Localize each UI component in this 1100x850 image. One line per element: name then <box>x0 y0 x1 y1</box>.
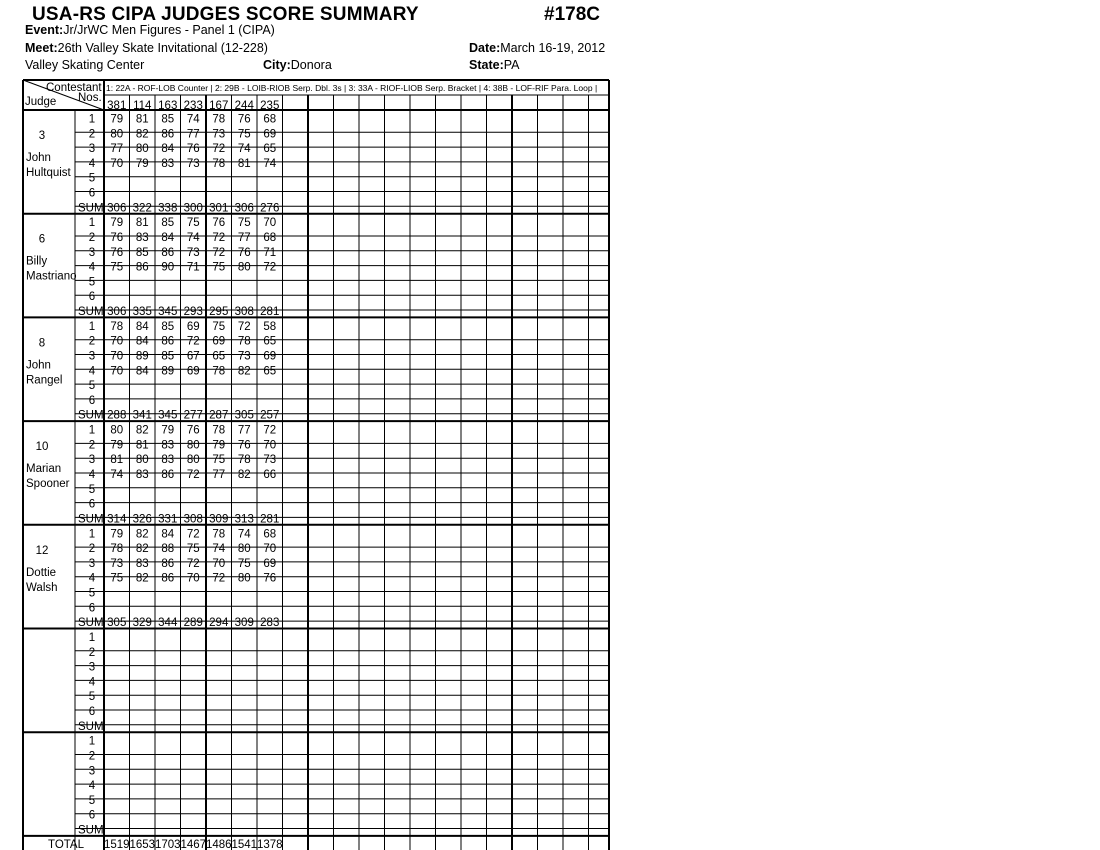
row-number: 3 <box>88 765 96 778</box>
score-cell: 68 <box>263 528 277 541</box>
score-cell: 70 <box>110 335 124 348</box>
score-cell: 75 <box>110 261 124 274</box>
sum-cell: 281 <box>260 306 280 318</box>
score-cell: 74 <box>110 469 124 481</box>
sum-cell: 294 <box>209 617 229 630</box>
score-cell: 69 <box>263 350 277 363</box>
venue: Valley Skating Center <box>25 58 145 72</box>
score-cell: 72 <box>186 557 200 570</box>
sum-cell: 345 <box>158 306 178 318</box>
score-cell: 69 <box>212 335 226 348</box>
score-cell: 76 <box>237 113 251 126</box>
score-cell: 76 <box>237 439 251 452</box>
score-cell: 86 <box>161 128 175 141</box>
judge-number: 8 <box>38 337 46 350</box>
sum-label: SUM <box>78 409 104 422</box>
score-cell: 81 <box>135 113 149 126</box>
score-cell: 72 <box>263 424 277 437</box>
score-cell: 65 <box>263 335 277 348</box>
score-cell: 82 <box>237 365 251 378</box>
score-cell: 70 <box>110 350 124 363</box>
score-cell: 75 <box>212 320 226 333</box>
score-cell: 80 <box>110 128 124 141</box>
sum-cell: 326 <box>132 513 152 526</box>
city-label: City: <box>263 58 291 72</box>
score-cell: 80 <box>237 543 251 556</box>
score-cell: 69 <box>263 128 277 141</box>
score-cell: 73 <box>186 246 200 259</box>
score-cell: 81 <box>110 454 124 467</box>
score-cell: 72 <box>212 232 226 244</box>
score-cell: 58 <box>263 320 277 333</box>
row-number: 3 <box>88 350 96 363</box>
judge-first-name: John <box>26 152 51 164</box>
row-number: 2 <box>88 232 96 244</box>
row-number: 2 <box>88 335 96 348</box>
sum-label: SUM <box>78 824 104 837</box>
score-cell: 79 <box>135 157 149 170</box>
score-cell: 70 <box>186 572 200 585</box>
sum-cell: 295 <box>209 306 229 318</box>
score-cell: 80 <box>237 572 251 585</box>
score-cell: 65 <box>263 143 277 156</box>
total-cell: 1378 <box>256 839 283 850</box>
row-number: 4 <box>88 469 96 481</box>
score-cell: 84 <box>161 143 175 156</box>
score-cell: 86 <box>161 246 175 259</box>
contestant-number: 244 <box>234 100 254 112</box>
score-cell: 81 <box>237 157 251 170</box>
sum-cell: 276 <box>260 202 280 215</box>
score-cell: 80 <box>186 454 200 467</box>
sum-cell: 322 <box>132 202 152 215</box>
score-cell: 77 <box>212 469 226 481</box>
sum-cell: 305 <box>234 409 254 422</box>
total-cell: 1467 <box>180 839 207 850</box>
score-cell: 88 <box>161 543 175 556</box>
row-number: 4 <box>88 572 96 585</box>
score-cell: 75 <box>237 557 251 570</box>
score-cell: 84 <box>161 232 175 244</box>
row-number: 6 <box>88 706 96 718</box>
sum-cell: 341 <box>132 409 152 422</box>
sum-cell: 308 <box>183 513 203 526</box>
score-cell: 86 <box>161 335 175 348</box>
score-cell: 83 <box>135 557 149 570</box>
score-cell: 74 <box>263 157 277 170</box>
meet-label: Meet: <box>25 41 58 55</box>
score-cell: 76 <box>186 424 200 437</box>
sum-cell: 289 <box>183 617 203 630</box>
sum-cell: 300 <box>183 202 203 215</box>
score-cell: 70 <box>263 543 277 556</box>
score-cell: 70 <box>110 365 124 378</box>
score-cell: 78 <box>212 365 226 378</box>
score-cell: 78 <box>237 454 251 467</box>
score-cell: 70 <box>263 439 277 452</box>
sum-cell: 308 <box>234 306 254 318</box>
row-number: 3 <box>88 661 96 674</box>
row-number: 2 <box>88 128 96 141</box>
score-cell: 83 <box>135 469 149 481</box>
contestant-number: 114 <box>133 100 152 112</box>
row-number: 6 <box>88 394 96 407</box>
score-cell: 82 <box>135 572 149 585</box>
score-cell: 75 <box>237 128 251 141</box>
row-number: 5 <box>88 794 96 807</box>
score-cell: 78 <box>110 543 124 556</box>
score-cell: 77 <box>237 424 251 437</box>
judge-last-name: Mastriano <box>26 270 77 283</box>
score-cell: 78 <box>212 424 226 437</box>
sum-cell: 283 <box>260 617 280 630</box>
row-number: 1 <box>88 528 96 541</box>
score-cell: 76 <box>110 246 124 259</box>
judge-last-name: Spooner <box>26 478 70 491</box>
row-number: 6 <box>88 291 96 304</box>
score-cell: 79 <box>161 424 175 437</box>
score-cell: 72 <box>237 320 251 333</box>
sum-cell: 309 <box>209 513 229 526</box>
score-cell: 78 <box>237 335 251 348</box>
row-number: 1 <box>88 320 96 333</box>
score-cell: 82 <box>135 528 149 541</box>
judge-last-name: Hultquist <box>26 167 71 179</box>
score-cell: 77 <box>237 232 251 244</box>
score-cell: 83 <box>135 232 149 244</box>
figures-legend: 1: 22A - ROF-LOB Counter | 2: 29B - LOIB-RIOB Serp. Dbl. 3s | 3: 33A - RIOF-LIOB Serp. Bracket | 4: 38B - LOF-RIF Para. Loop | <box>106 83 598 93</box>
score-cell: 72 <box>186 335 200 348</box>
sum-cell: 335 <box>132 306 152 318</box>
row-number: 3 <box>88 557 96 570</box>
date-value: March 16-19, 2012 <box>500 41 606 55</box>
score-cell: 85 <box>161 350 175 363</box>
score-cell: 86 <box>161 557 175 570</box>
contestant-number: 163 <box>158 100 178 112</box>
score-cell: 75 <box>212 261 226 274</box>
score-cell: 70 <box>263 217 277 230</box>
row-number: 2 <box>88 543 96 556</box>
score-cell: 84 <box>135 320 149 333</box>
score-cell: 83 <box>161 157 175 170</box>
score-cell: 76 <box>110 232 124 244</box>
score-cell: 75 <box>212 454 226 467</box>
sum-label: SUM <box>78 720 104 733</box>
total-cell: 1486 <box>205 839 232 850</box>
row-number: 4 <box>88 676 96 689</box>
score-cell: 72 <box>186 469 200 481</box>
score-cell: 65 <box>263 365 277 378</box>
score-cell: 68 <box>263 232 277 244</box>
score-cell: 73 <box>263 454 277 467</box>
row-number: 5 <box>88 483 96 496</box>
event-label: Event: <box>25 23 64 37</box>
sum-cell: 277 <box>183 409 203 422</box>
score-cell: 73 <box>186 157 200 170</box>
score-cell: 80 <box>186 439 200 452</box>
score-cell: 71 <box>263 246 277 259</box>
sum-cell: 306 <box>107 202 127 215</box>
judge-last-name: Walsh <box>26 581 58 594</box>
row-number: 4 <box>88 261 96 274</box>
sum-label: SUM <box>78 306 104 318</box>
row-number: 2 <box>88 750 96 763</box>
score-cell: 73 <box>237 350 251 363</box>
score-cell: 69 <box>186 320 200 333</box>
contestant-number: 235 <box>260 100 280 112</box>
score-cell: 90 <box>161 261 175 274</box>
score-cell: 79 <box>110 439 124 452</box>
score-cell: 72 <box>212 572 226 585</box>
date-label: Date: <box>469 41 501 55</box>
score-cell: 74 <box>212 543 226 556</box>
row-number: 6 <box>88 498 96 511</box>
row-number: 3 <box>88 143 96 156</box>
score-cell: 72 <box>263 261 277 274</box>
score-cell: 76 <box>186 143 200 156</box>
sum-cell: 301 <box>209 202 229 215</box>
score-cell: 65 <box>212 350 226 363</box>
contestant-label: Contestant <box>46 82 102 94</box>
score-cell: 85 <box>161 217 175 230</box>
document-number: #178C <box>544 4 600 25</box>
score-cell: 82 <box>135 424 149 437</box>
judge-first-name: Dottie <box>26 566 57 579</box>
row-number: 5 <box>88 587 96 600</box>
score-cell: 89 <box>161 365 175 378</box>
event-value: Jr/JrWC Men Figures - Panel 1 (CIPA) <box>63 23 275 37</box>
judge-first-name: John <box>26 359 51 372</box>
score-cell: 70 <box>110 157 124 170</box>
score-cell: 75 <box>186 217 200 230</box>
total-cell: 1519 <box>103 839 130 850</box>
sum-cell: 257 <box>260 409 280 422</box>
score-cell: 80 <box>110 424 124 437</box>
total-cell: 1541 <box>231 839 258 850</box>
sum-cell: 314 <box>107 513 127 526</box>
sum-cell: 344 <box>158 617 178 630</box>
score-cell: 82 <box>135 543 149 556</box>
city-value: Donora <box>290 58 332 72</box>
judge-last-name: Rangel <box>26 374 63 387</box>
score-cell: 81 <box>135 439 149 452</box>
sum-cell: 313 <box>234 513 254 526</box>
score-cell: 76 <box>212 217 226 230</box>
row-number: 4 <box>88 365 96 378</box>
judge-first-name: Marian <box>26 463 62 476</box>
row-number: 5 <box>88 276 96 289</box>
row-number: 5 <box>88 691 96 704</box>
sum-cell: 329 <box>132 617 152 630</box>
row-number: 4 <box>88 157 96 170</box>
sum-cell: 305 <box>107 617 127 630</box>
row-number: 3 <box>88 454 96 467</box>
score-cell: 78 <box>212 113 226 126</box>
meet-value: 26th Valley Skate Invitational (12-228) <box>57 41 268 55</box>
score-cell: 75 <box>110 572 124 585</box>
sum-cell: 293 <box>183 306 203 318</box>
sum-label: SUM <box>78 202 104 215</box>
score-cell: 72 <box>212 246 226 259</box>
score-cell: 79 <box>212 439 226 452</box>
state-value: PA <box>503 58 520 72</box>
score-cell: 85 <box>161 320 175 333</box>
score-cell: 80 <box>135 143 149 156</box>
score-cell: 78 <box>212 157 226 170</box>
row-number: 2 <box>88 646 96 659</box>
row-number: 5 <box>88 172 96 185</box>
judge-number: 6 <box>38 233 46 246</box>
row-number: 1 <box>88 735 96 748</box>
sum-cell: 281 <box>260 513 280 526</box>
sum-cell: 309 <box>234 617 254 630</box>
sum-cell: 306 <box>234 202 254 215</box>
sum-cell: 306 <box>107 306 127 318</box>
row-number: 6 <box>88 602 96 615</box>
score-cell: 72 <box>212 143 226 156</box>
contestant-number: 381 <box>107 100 127 112</box>
score-cell: 83 <box>161 439 175 452</box>
score-cell: 82 <box>237 469 251 481</box>
score-cell: 85 <box>161 113 175 126</box>
row-number: 1 <box>88 424 96 437</box>
document-title: USA-RS CIPA JUDGES SCORE SUMMARY <box>32 4 419 25</box>
sum-cell: 331 <box>158 513 178 526</box>
score-cell: 76 <box>263 572 277 585</box>
score-cell: 76 <box>237 246 251 259</box>
score-cell: 78 <box>212 528 226 541</box>
score-cell: 81 <box>135 217 149 230</box>
score-cell: 79 <box>110 113 124 126</box>
score-cell: 78 <box>110 320 124 333</box>
sum-cell: 287 <box>209 409 229 422</box>
contestant-number: 167 <box>209 100 229 112</box>
score-cell: 84 <box>135 365 149 378</box>
score-cell: 69 <box>186 365 200 378</box>
score-cell: 84 <box>161 528 175 541</box>
score-cell: 80 <box>135 454 149 467</box>
score-cell: 77 <box>186 128 200 141</box>
sum-label: SUM <box>78 513 104 526</box>
total-cell: 1703 <box>154 839 181 850</box>
score-cell: 68 <box>263 113 277 126</box>
score-cell: 74 <box>237 528 251 541</box>
score-cell: 75 <box>186 543 200 556</box>
score-cell: 74 <box>237 143 251 156</box>
score-cell: 70 <box>212 557 226 570</box>
row-number: 1 <box>88 217 96 230</box>
row-number: 5 <box>88 380 96 393</box>
sum-cell: 288 <box>107 409 127 422</box>
score-cell: 79 <box>110 217 124 230</box>
state-label: State: <box>469 58 504 72</box>
score-cell: 83 <box>161 454 175 467</box>
row-number: 1 <box>88 113 96 126</box>
row-number: 2 <box>88 439 96 452</box>
score-cell: 82 <box>135 128 149 141</box>
total-label: TOTAL <box>48 839 84 850</box>
row-number: 1 <box>88 632 96 644</box>
contestant-number: 233 <box>183 100 203 112</box>
score-cell: 73 <box>212 128 226 141</box>
score-cell: 77 <box>110 143 124 156</box>
score-cell: 75 <box>237 217 251 230</box>
score-cell: 86 <box>135 261 149 274</box>
total-cell: 1653 <box>129 839 156 850</box>
sum-cell: 338 <box>158 202 178 215</box>
judge-first-name: Billy <box>26 255 48 268</box>
judge-number: 3 <box>38 130 46 142</box>
row-number: 3 <box>88 246 96 259</box>
score-cell: 74 <box>186 113 200 126</box>
score-cell: 67 <box>186 350 200 363</box>
score-cell: 80 <box>237 261 251 274</box>
score-cell: 72 <box>186 528 200 541</box>
score-cell: 79 <box>110 528 124 541</box>
score-cell: 89 <box>135 350 149 363</box>
row-number: 4 <box>88 780 96 793</box>
row-number: 6 <box>88 809 96 822</box>
sum-cell: 345 <box>158 409 178 422</box>
judge-number: 12 <box>35 544 49 557</box>
score-cell: 66 <box>263 469 277 481</box>
score-cell: 86 <box>161 469 175 481</box>
judge-number: 10 <box>35 441 49 454</box>
row-number: 6 <box>88 187 96 200</box>
score-cell: 71 <box>186 261 200 274</box>
score-cell: 85 <box>135 246 149 259</box>
score-cell: 74 <box>186 232 200 244</box>
nos-label: Nos. <box>78 92 102 104</box>
judge-label: Judge <box>25 96 57 108</box>
sum-label: SUM <box>78 617 104 630</box>
score-cell: 86 <box>161 572 175 585</box>
score-cell: 69 <box>263 557 277 570</box>
score-cell: 84 <box>135 335 149 348</box>
score-cell: 73 <box>110 557 124 570</box>
